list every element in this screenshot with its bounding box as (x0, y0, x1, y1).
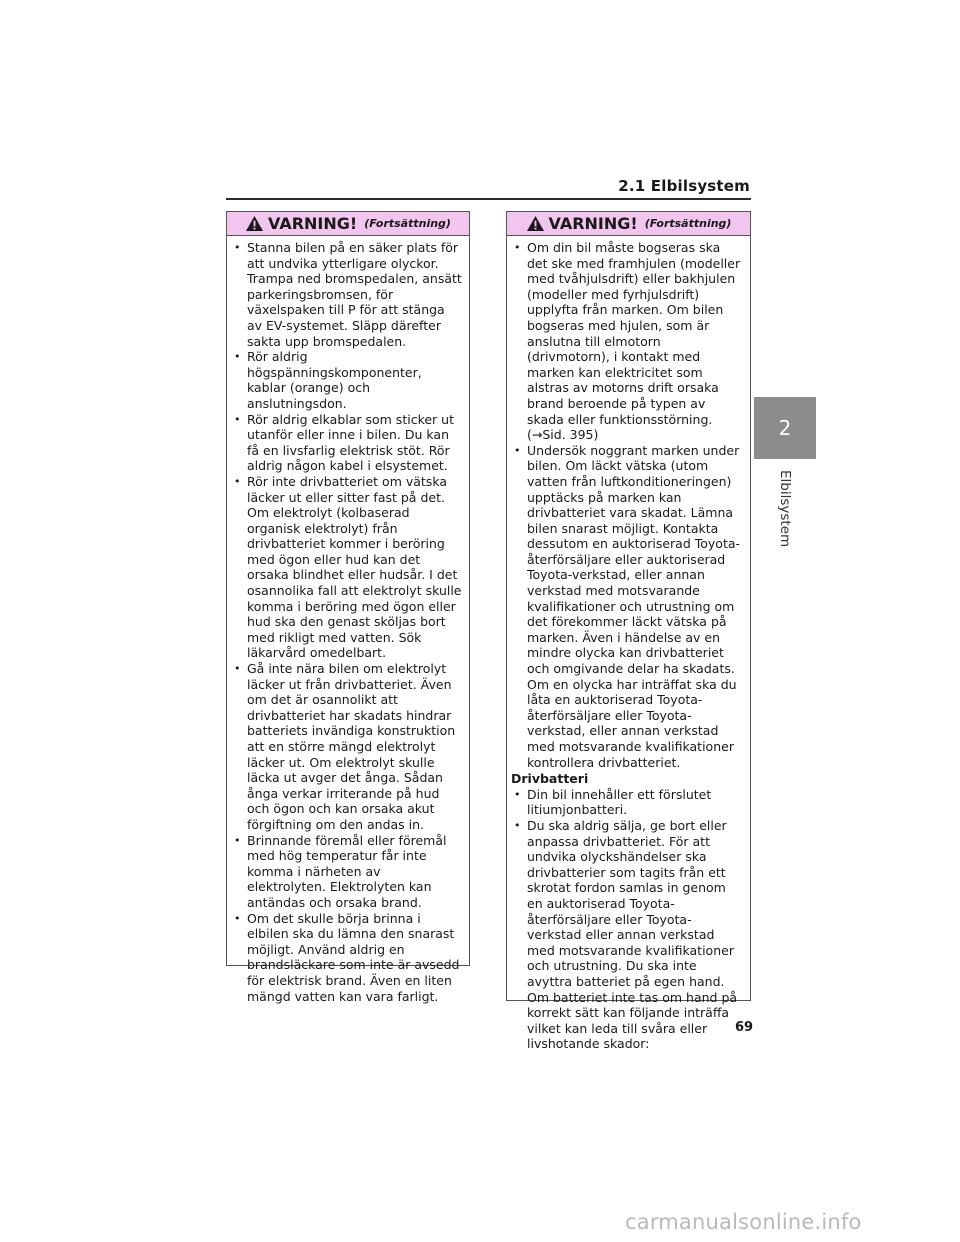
warning-list (511, 240, 744, 770)
warning-subtitle: (Fortsättning) (364, 217, 451, 230)
warning-body (507, 236, 750, 1052)
chapter-number: 2 (778, 416, 792, 440)
list-item: • Gå inte nära bilen om elektrolyt läcker ut från drivbatteriet. Även om det är osannolikt att drivbatteriet har skadats hindrar batteriets invändiga konstruktion att en större mängd elektrolyt läcker ut. Om elektrolyt skulle läcka ut avger det ånga. Sådan ånga verkar irriterande på hud och ögon och kan orsaka akut förgiftning om den andas in. (231, 661, 463, 833)
list-item: • Undersök noggrant marken under bilen. Om läckt vätska (utom vatten från luftkonditioneringen) upptäcks på marken kan drivbatteriet vara skadat. Lämna bilen snarast möjligt. Kontakta dessutom en auktoriserad Toyota-återförsäljare eller auktoriserad Toyota-verkstad, eller annan verkstad med motsvarande kvalifikationer och utrustning om det förekommer läckt vätska på marken. Även i händelse av en mindre olycka kan drivbatteriet och omgivande delar ha skadats. Om en olycka har inträffat ska du låta en auktoriserad Toyota-återförsäljare eller Toyota-verkstad, eller annan verkstad med motsvarande kvalifikationer kontrollera drivbatteriet. (511, 443, 744, 770)
warning-triangle-icon (526, 215, 545, 232)
list-item: • Din bil innehåller ett förslutet litiumjonbatteri. (511, 787, 744, 818)
page-number: 69 (735, 1020, 754, 1035)
list-item: • Rör inte drivbatteriet om vätska läcker ut eller sitter fast på det. Om elektrolyt (kolbaserad organisk elektrolyt) från drivbatteriet kommer i beröring med ögon eller hud kan det orsaka blindhet eller hudsår. I det osannolika fall att elektrolyt skulle komma i beröring med ögon eller hud ska den genast sköljas bort med rikligt med vatten. Sök läkarvård omedelbart. (231, 474, 463, 661)
warning-triangle-icon (245, 215, 264, 232)
subheading-drivbatteri: Drivbatteri (511, 771, 589, 787)
list-item: • Rör aldrig elkablar som sticker ut utanför eller inne i bilen. Du kan få en livsfarlig elektrisk stöt. Rör aldrig någon kabel i elsystemet. (231, 412, 463, 474)
chapter-tab (754, 397, 816, 459)
list-item: • Brinnande föremål eller föremål med hög temperatur får inte komma i närheten av elektrolyten. Elektrolyten kan antändas och orsaka brand. (231, 833, 463, 911)
section-title: 2.1 Elbilsystem (618, 177, 750, 195)
warning-list-2 (511, 787, 744, 1052)
warning-body (227, 236, 469, 1004)
warning-title: VARNING! (548, 214, 638, 233)
warning-title: VARNING! (268, 214, 358, 233)
warning-header (227, 212, 469, 236)
list-item: • Du ska aldrig sälja, ge bort eller anpassa drivbatteriet. För att undvika olyckshändelser ska drivbatterier som tagits från ett skrotat fordon samlas in genom en auktoriserad Toyota-återförsäljare eller Toyota-verkstad eller annan verkstad med motsvarande kvalifikationer och utrustning. Du ska inte avyttra batteriet på egen hand. Om batteriet inte tas om hand på korrekt sätt kan följande inträffa vilket kan leda till svåra eller livshotande skador: (511, 818, 744, 1052)
list-item: • Stanna bilen på en säker plats för att undvika ytterligare olyckor. Trampa ned bromspedalen, ansätt parkeringsbromsen, för växelspaken till P för att stänga av EV-systemet. Släpp därefter sakta upp bromspedalen. (231, 240, 463, 349)
warning-header (507, 212, 750, 236)
chapter-label-container (750, 470, 820, 570)
list-item: • Rör aldrig högspänningskomponenter, kablar (orange) och anslutningsdon. (231, 349, 463, 411)
header-rule (226, 198, 751, 200)
warning-list (231, 240, 463, 1004)
chapter-label: Elbilsystem (777, 470, 793, 548)
list-item: • Om det skulle börja brinna i elbilen ska du lämna den snarast möjligt. Använd aldrig en brandsläckare som inte är avsedd för elektrisk brand. Även en liten mängd vatten kan vara farligt. (231, 911, 463, 1005)
list-item: • Om din bil måste bogseras ska det ske med framhjulen (modeller med tvåhjulsdrift) eller bakhjulen (modeller med fyrhjulsdrift) upplyfta från marken. Om bilen bogseras med hjulen, som är anslutna till elmotorn (drivmotorn), i kontakt med marken kan elektricitet som alstras av motorns drift orsaka brand beroende på typen av skada eller funktionsstörning. (→Sid. 395) (511, 240, 744, 443)
warning-subtitle: (Fortsättning) (644, 217, 732, 230)
warning-box-left (226, 211, 470, 1004)
watermark: carmanualsonline.info (625, 1210, 862, 1234)
